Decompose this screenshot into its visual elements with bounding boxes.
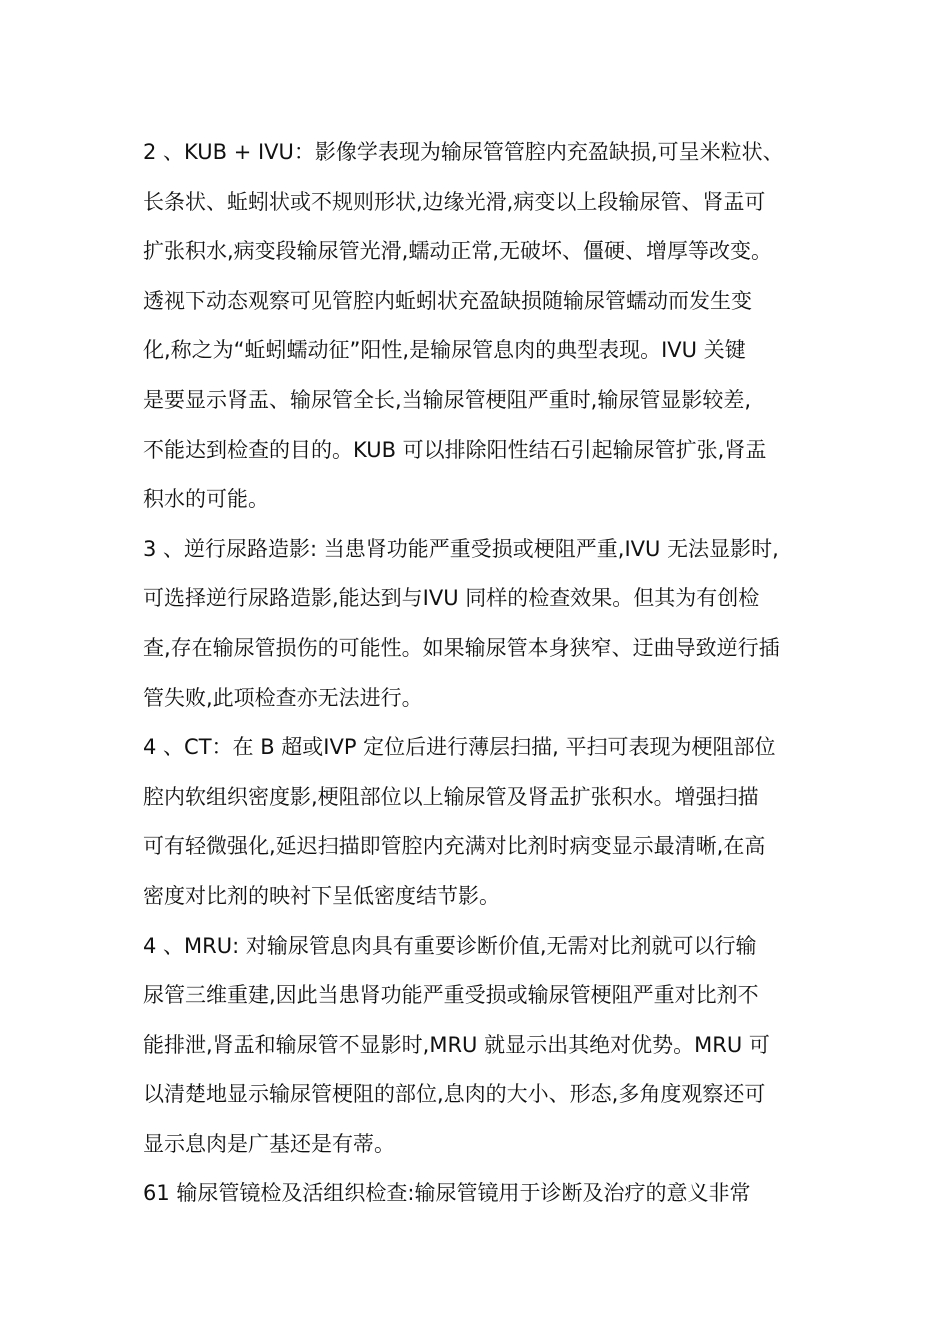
text-line: 管失败,此项检查亦无法进行。 — [143, 685, 423, 710]
text-line: 能排泄,肾盂和输尿管不显影时,MRU 就显示出其绝对优势。MRU 可 — [143, 1032, 770, 1057]
text-line: 2 、KUB + IVU：影像学表现为输尿管管腔内充盈缺损,可呈米粒状、 — [143, 140, 784, 164]
text-line: 腔内软组织密度影,梗阻部位以上输尿管及肾盂扩张积水。增强扫描 — [143, 784, 759, 809]
text-line: 密度对比剂的映衬下呈低密度结节影。 — [143, 883, 500, 908]
text-line: 显示息肉是广基还是有蒂。 — [143, 1131, 395, 1156]
text-line: 扩张积水,病变段输尿管光滑,蠕动正常,无破坏、僵硬、增厚等改变。 — [143, 239, 773, 264]
text-line: 4 、MRU: 对输尿管息肉具有重要诊断价值,无需对比剂就可以行输 — [143, 933, 757, 958]
text-line: 不能达到检查的目的。KUB 可以排除阳性结石引起输尿管扩张,肾盂 — [143, 437, 767, 462]
text-line: 长条状、蚯蚓状或不规则形状,边缘光滑,病变以上段输尿管、肾盂可 — [143, 189, 766, 214]
text-line: 查,存在输尿管损伤的可能性。如果输尿管本身狭窄、迂曲导致逆行插 — [143, 635, 780, 660]
text-line: 尿管三维重建,因此当患肾功能严重受损或输尿管梗阻严重对比剂不 — [143, 983, 759, 1008]
text-line: 透视下动态观察可见管腔内蚯蚓状充盈缺损随输尿管蠕动而发生变 — [143, 288, 752, 313]
text-line: 以清楚地显示输尿管梗阻的部位,息肉的大小、形态,多角度观察还可 — [143, 1082, 766, 1107]
text-line: 可有轻微强化,延迟扫描即管腔内充满对比剂时病变显示最清晰,在高 — [143, 834, 766, 859]
body-text — [143, 128, 823, 1219]
text-line: 3 、逆行尿路造影: 当患肾功能严重受损或梗阻严重,IVU 无法显影时, — [143, 536, 779, 561]
text-line: 是要显示肾盂、输尿管全长,当输尿管梗阻严重时,输尿管显影较差, — [143, 387, 752, 412]
text-line: 可选择逆行尿路造影,能达到与IVU 同样的检查效果。但其为有创检 — [143, 586, 760, 611]
text-line: 积水的可能。 — [143, 487, 269, 512]
text-line: 4 、CT：在 B 超或IVP 定位后进行薄层扫描, 平扫可表现为梗阻部位 — [143, 735, 776, 760]
text-line: 化,称之为“蚯蚓蠕动征”阳性,是输尿管息肉的典型表现。IVU 关键 — [143, 338, 746, 363]
text-line: 61 输尿管镜检及活组织检查:输尿管镜用于诊断及治疗的意义非常 — [143, 1181, 751, 1206]
